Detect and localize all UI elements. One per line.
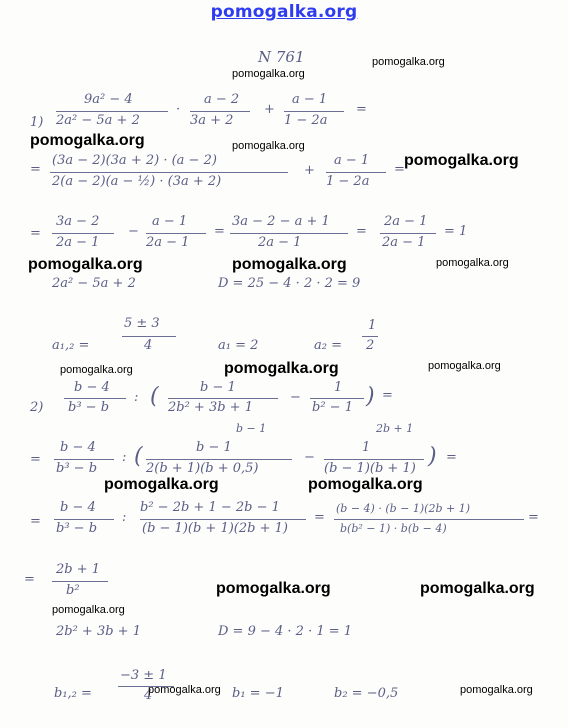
p2-fraction-3-numerator: 1 [334,380,343,395]
t2-fraction-1-denominator: b³ − b [56,461,98,476]
t3-fraction-2-denominator: (b − 1)(b + 1)(2b + 1) [142,521,288,536]
fraction-bar [284,111,344,112]
watermark: pomogalka.org [232,140,305,152]
p1-fraction-2-denominator: 3a + 2 [190,113,234,128]
fraction-bar [380,233,436,234]
fraction-bar [334,519,524,520]
watermark: pomogalka.org [216,580,331,597]
equals-sign: = [30,162,41,177]
watermark: pomogalka.org [28,256,143,273]
part-2-label: 2) [30,400,44,415]
watermark: pomogalka.org [372,56,445,68]
minus-sign: − [290,390,301,405]
header-watermark-link[interactable]: pomogalka.org [210,2,358,22]
t3-fraction-3-numerator: (b − 4) · (b − 1)(2b + 1) [336,502,470,515]
part-2-result-numerator: 2b + 1 [56,562,101,577]
divide-sign: : [122,450,127,465]
fraction-bar [146,459,292,460]
fraction-bar [362,336,378,337]
open-parenthesis: ( [150,384,159,409]
equals-sign: = [214,224,225,239]
fraction-bar [190,111,250,112]
p2-fraction-1-denominator: b³ − b [68,400,110,415]
part-2-result-denominator: b² [66,583,80,598]
quadratic-2-discriminant: D = 9 − 4 · 2 · 1 = 1 [218,624,353,639]
s3-fraction-a-numerator: 3a − 2 [56,214,100,229]
root-b1: b₁ = −1 [232,686,284,701]
part-1-result: = 1 [444,224,468,239]
s2-numerator: (3a − 2)(3a + 2) · (a − 2) [52,153,217,168]
t2-fraction-3-numerator: 1 [362,440,371,455]
watermark: pomogalka.org [420,580,535,597]
equals-sign: = [24,572,35,587]
watermark: pomogalka.org [460,684,533,696]
s3-fraction-c-denominator: 2a − 1 [258,235,302,250]
watermark: pomogalka.org [104,476,219,493]
fraction-bar [122,336,176,337]
quadratic-2-polynomial: 2b² + 3b + 1 [56,624,141,639]
p1-fraction-1-denominator: 2a² − 5a + 2 [56,113,140,128]
open-parenthesis: ( [134,444,143,469]
fraction-bar [310,398,364,399]
part-1-label: 1) [30,115,44,130]
divide-sign: : [122,510,127,525]
watermark: pomogalka.org [148,684,221,696]
equals-sign: = [30,514,41,529]
root-b2: b₂ = −0,5 [334,686,399,701]
fraction-bar [230,233,348,234]
s3-fraction-c-numerator: 3a − 2 − a + 1 [232,214,330,229]
fraction-bar [326,172,386,173]
s3-fraction-b-denominator: 2a − 1 [146,235,190,250]
equals-sign: = [382,388,393,403]
watermark: pomogalka.org [224,360,339,377]
t2-fraction-2-numerator: b − 1 [196,440,232,455]
fraction-bar [50,172,288,173]
s2-fraction-numerator: a − 1 [334,153,370,168]
root-a2-label: a₂ = [314,338,342,353]
fraction-bar [146,233,206,234]
quadratic-2-roots-label: b₁,₂ = [54,686,92,701]
fraction-bar [140,519,306,520]
watermark: pomogalka.org [30,132,145,149]
equals-sign: = [394,162,405,177]
equals-sign: = [30,226,41,241]
fraction-bar [324,459,424,460]
p1-fraction-3-numerator: a − 1 [292,92,328,107]
multiply-sign: · [176,102,181,117]
watermark: pomogalka.org [60,364,133,376]
quadratic-1-roots-denominator: 4 [144,338,153,353]
equals-sign: = [356,224,367,239]
watermark: pomogalka.org [428,360,501,372]
close-parenthesis: ) [366,384,375,409]
root-a2-numerator: 1 [368,318,377,333]
fraction-bar [56,111,168,112]
s3-fraction-b-numerator: a − 1 [152,214,188,229]
fraction-bar [52,581,108,582]
root-a1: a₁ = 2 [218,338,259,353]
watermark: pomogalka.org [308,476,423,493]
quadratic-2-roots-denominator: 4 [144,688,153,703]
quadratic-1-discriminant: D = 25 − 4 · 2 · 2 = 9 [218,276,361,291]
equals-sign: = [30,452,41,467]
t3-fraction-1-numerator: b − 4 [60,500,96,515]
t2-fraction-3-denominator: (b − 1)(b + 1) [324,461,416,476]
plus-sign: + [304,163,315,178]
s3-fraction-d-denominator: 2a − 1 [382,235,426,250]
minus-sign: − [304,450,315,465]
p2-fraction-2-numerator: b − 1 [200,380,236,395]
problem-number: N 761 [258,48,305,66]
p1-fraction-1-numerator: 9a² − 4 [84,92,133,107]
t3-fraction-2-numerator: b² − 2b + 1 − 2b − 1 [140,500,280,515]
fraction-bar [168,398,278,399]
watermark: pomogalka.org [232,68,305,80]
s3-fraction-a-denominator: 2a − 1 [56,235,100,250]
fraction-bar [54,519,114,520]
equals-sign: = [528,510,539,525]
plus-sign: + [264,102,275,117]
t2-multiplier-1: b − 1 [236,422,267,435]
fraction-bar [52,233,114,234]
p1-fraction-2-numerator: a − 2 [204,92,240,107]
watermark: pomogalka.org [52,604,125,616]
equals-sign: = [314,510,325,525]
watermark: pomogalka.org [404,152,519,169]
t2-multiplier-2: 2b + 1 [376,422,414,435]
watermark: pomogalka.org [436,257,509,269]
equals-sign: = [446,450,457,465]
quadratic-2-roots-numerator: −3 ± 1 [120,668,167,683]
watermark: pomogalka.org [232,256,347,273]
p2-fraction-3-denominator: b² − 1 [312,400,353,415]
close-parenthesis: ) [428,444,437,469]
t2-fraction-2-denominator: 2(b + 1)(b + 0,5) [146,461,259,476]
t3-fraction-1-denominator: b³ − b [56,521,98,536]
quadratic-1-polynomial: 2a² − 5a + 2 [52,276,136,291]
fraction-bar [54,459,114,460]
fraction-bar [64,398,126,399]
t3-fraction-3-denominator: b(b² − 1) · b(b − 4) [340,522,447,535]
quadratic-1-roots-label: a₁,₂ = [52,338,90,353]
quadratic-1-roots-numerator: 5 ± 3 [124,316,160,331]
s2-fraction-denominator: 1 − 2a [326,174,370,189]
divide-sign: : [134,390,139,405]
equals-sign: = [356,102,367,117]
p2-fraction-1-numerator: b − 4 [74,380,110,395]
t2-fraction-1-numerator: b − 4 [60,440,96,455]
p2-fraction-2-denominator: 2b² + 3b + 1 [168,400,253,415]
root-a2-denominator: 2 [366,338,375,353]
minus-sign: − [128,224,139,239]
s2-denominator: 2(a − 2)(a − ½) · (3a + 2) [52,174,222,189]
s3-fraction-d-numerator: 2a − 1 [384,214,428,229]
p1-fraction-3-denominator: 1 − 2a [284,113,328,128]
